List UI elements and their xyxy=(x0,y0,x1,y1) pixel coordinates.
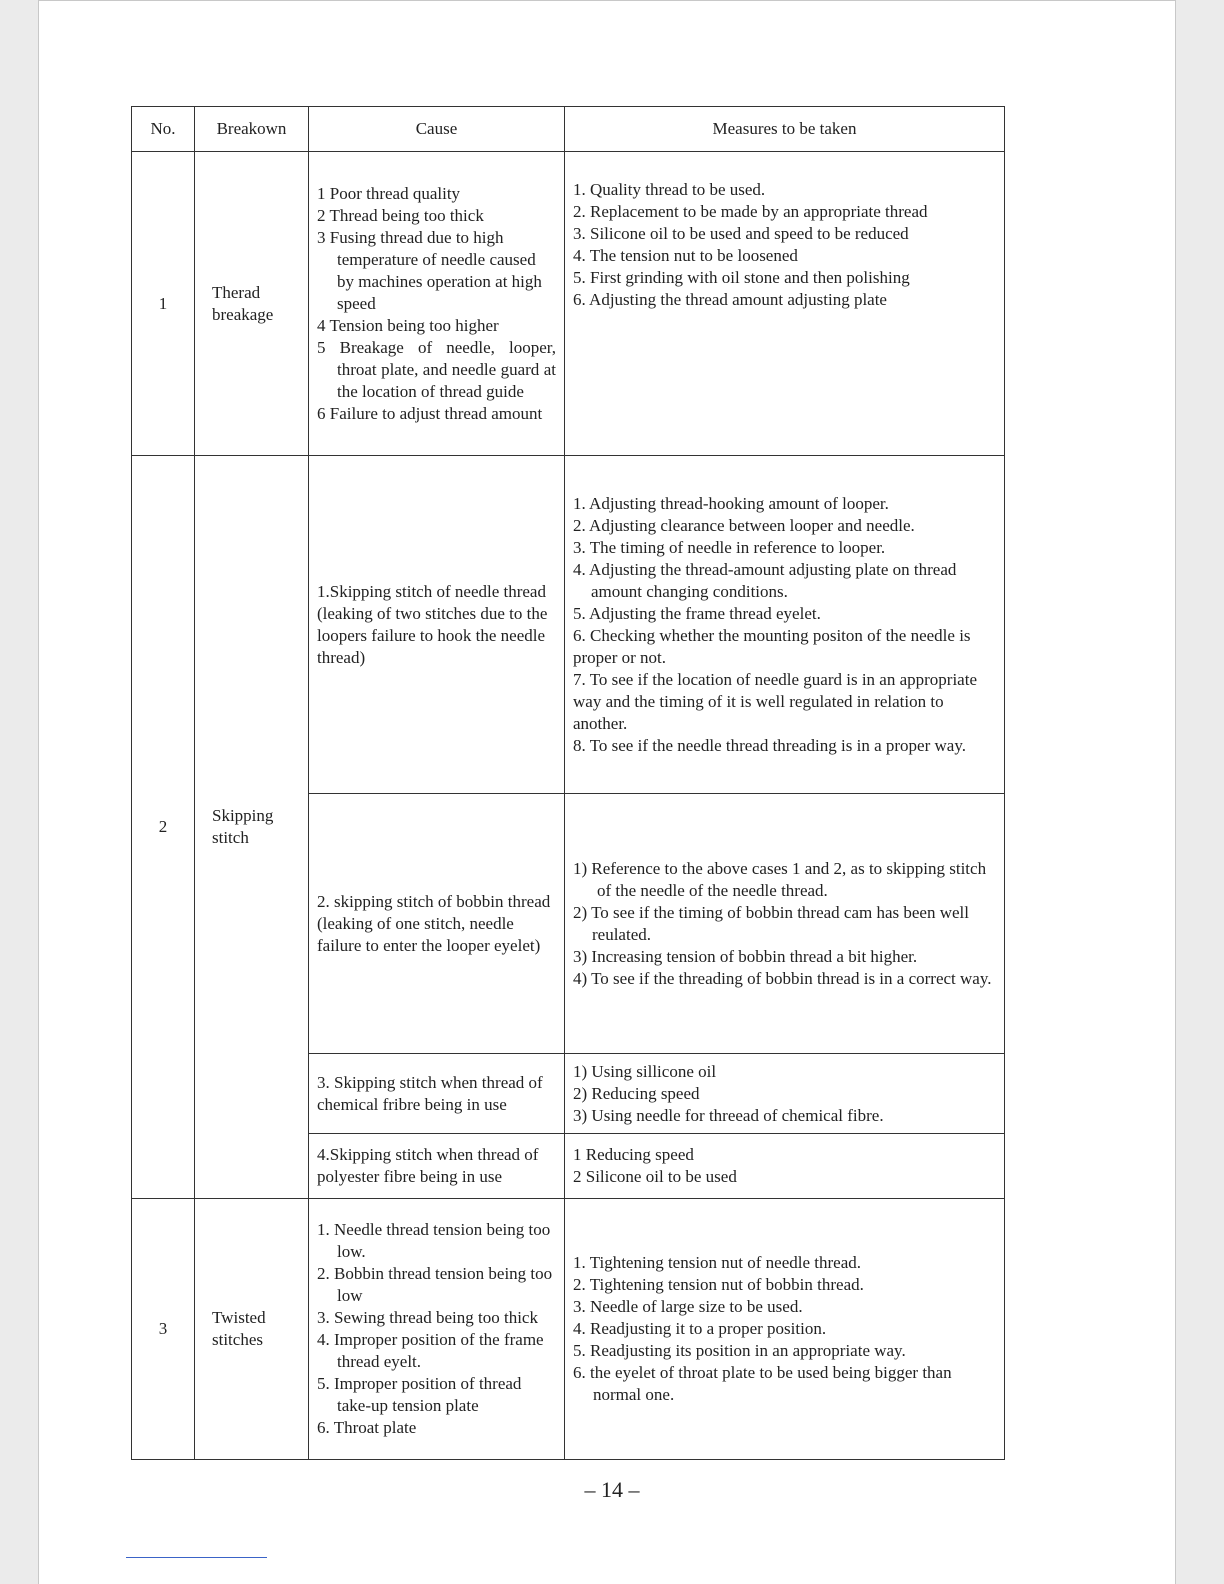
measures-cell xyxy=(565,1054,1005,1134)
cause-cell xyxy=(309,152,565,456)
measures-list xyxy=(573,1061,996,1127)
list-item: 6. the eyelet of throat plate to be used being bigger than normal one. xyxy=(573,1363,952,1404)
list-item: 2) Reducing speed xyxy=(573,1083,700,1103)
row-number: 2 xyxy=(132,456,195,1199)
cause-cell xyxy=(309,1199,565,1460)
list-item: 1) Using sillicone oil xyxy=(573,1061,717,1081)
list-item: 6. Throat plate xyxy=(317,1418,417,1437)
page-top-border xyxy=(39,0,1175,1)
measures-cell xyxy=(565,456,1005,794)
list-item: 4. Readjusting it to a proper position. xyxy=(573,1319,827,1338)
breakdown-cell: Twisted stitches xyxy=(195,1199,309,1460)
header-cause: Cause xyxy=(309,107,565,152)
list-item: 5. Adjusting the frame thread eyelet. xyxy=(573,603,821,623)
list-item: 6 Failure to adjust thread amount xyxy=(317,403,543,423)
list-item: 1. Tightening tension nut of needle thread. xyxy=(573,1253,862,1272)
measures-list xyxy=(573,1252,996,1406)
measures-list xyxy=(573,179,996,311)
page-number: – 14 – xyxy=(584,1477,640,1502)
list-item: 3. Needle of large size to be used. xyxy=(573,1297,803,1316)
table-row xyxy=(132,1199,1005,1460)
breakdown-cell: Therad breakage xyxy=(195,152,309,456)
list-item: 3 Fusing thread due to high temperature of needle caused by machines operation at high speed xyxy=(317,227,542,313)
cause-cell: 3. Skipping stitch when thread of chemical fribre being in use xyxy=(309,1054,565,1134)
list-item: 5. Improper position of thread take-up tension plate xyxy=(317,1374,522,1415)
row-number: 1 xyxy=(132,152,195,456)
list-item: 6. Adjusting the thread amount adjusting plate xyxy=(573,290,887,309)
list-item: 4. The tension nut to be loosened xyxy=(573,246,798,265)
list-item: 4) To see if the threading of bobbin thread is in a correct way. xyxy=(573,968,992,988)
measures-list xyxy=(573,493,996,757)
measures-list xyxy=(573,1144,996,1188)
list-item: 4. Improper position of the frame thread eyelt. xyxy=(317,1330,544,1371)
list-item: 7. To see if the location of needle guard is in an appropriate way and the timing of it is well regulated in relation to another. xyxy=(573,669,977,733)
list-item: 4. Adjusting the thread-amount adjusting plate on thread amount changing conditions. xyxy=(573,559,957,601)
footer-link-line xyxy=(126,1557,267,1558)
list-item: 3. The timing of needle in reference to looper. xyxy=(573,537,886,557)
list-item: 4 Tension being too higher xyxy=(317,315,499,335)
header-breakdown: Breakown xyxy=(195,107,309,152)
list-item: 6. Checking whether the mounting positon of the needle is proper or not. xyxy=(573,625,971,667)
list-item: 2. Replacement to be made by an appropriate thread xyxy=(573,202,928,221)
list-item: 1. Needle thread tension being too low. xyxy=(317,1220,551,1261)
list-item: 1) Reference to the above cases 1 and 2, as to skipping stitch of the needle of the needle thread. xyxy=(573,858,987,900)
troubleshooting-table xyxy=(131,106,1005,1460)
breakdown-cell: Skipping stitch xyxy=(195,456,309,1199)
list-item: 5. Readjusting its position in an appropriate way. xyxy=(573,1341,906,1360)
cause-cell: 2. skipping stitch of bobbin thread (leaking of one stitch, needle failure to enter the looper eyelet) xyxy=(309,794,565,1054)
table-row xyxy=(132,152,1005,456)
measures-cell xyxy=(565,1199,1005,1460)
list-item: 2) To see if the timing of bobbin thread cam has been well reulated. xyxy=(573,902,969,944)
list-item: 2 Thread being too thick xyxy=(317,205,484,225)
list-item: 1 Reducing speed xyxy=(573,1145,694,1164)
list-item: 1 Poor thread quality xyxy=(317,183,461,203)
list-item: 2 Silicone oil to be used xyxy=(573,1167,737,1186)
header-row xyxy=(132,107,1005,152)
list-item: 3) Using needle for threead of chemical fibre. xyxy=(573,1105,884,1125)
list-item: 5 Breakage of needle, looper, throat plate, and needle guard at the location of thread guide xyxy=(317,337,556,401)
list-item: 2. Bobbin thread tension being too low xyxy=(317,1264,553,1305)
list-item: 2. Tightening tension nut of bobbin thread. xyxy=(573,1275,864,1294)
cause-cell: 4.Skipping stitch when thread of polyester fibre being in use xyxy=(309,1134,565,1199)
row-number: 3 xyxy=(132,1199,195,1460)
measures-list xyxy=(573,858,996,990)
list-item: 3) Increasing tension of bobbin thread a bit higher. xyxy=(573,946,918,966)
list-item: 2. Adjusting clearance between looper and needle. xyxy=(573,515,915,535)
list-item: 3. Sewing thread being too thick xyxy=(317,1308,538,1327)
cause-list xyxy=(317,183,556,425)
measures-cell xyxy=(565,794,1005,1054)
list-item: 3. Silicone oil to be used and speed to be reduced xyxy=(573,224,909,243)
cause-cell: 1.Skipping stitch of needle thread (leaking of two stitches due to the loopers failure to hook the needle thread) xyxy=(309,456,565,794)
list-item: 1. Adjusting thread-hooking amount of looper. xyxy=(573,493,889,513)
cause-list xyxy=(317,1219,556,1439)
list-item: 5. First grinding with oil stone and then polishing xyxy=(573,268,910,287)
header-no: No. xyxy=(132,107,195,152)
header-measures: Measures to be taken xyxy=(565,107,1005,152)
table-row xyxy=(132,456,1005,794)
measures-cell xyxy=(565,1134,1005,1199)
list-item: 1. Quality thread to be used. xyxy=(573,180,766,199)
measures-cell xyxy=(565,152,1005,456)
list-item: 8. To see if the needle thread threading is in a proper way. xyxy=(573,735,966,755)
